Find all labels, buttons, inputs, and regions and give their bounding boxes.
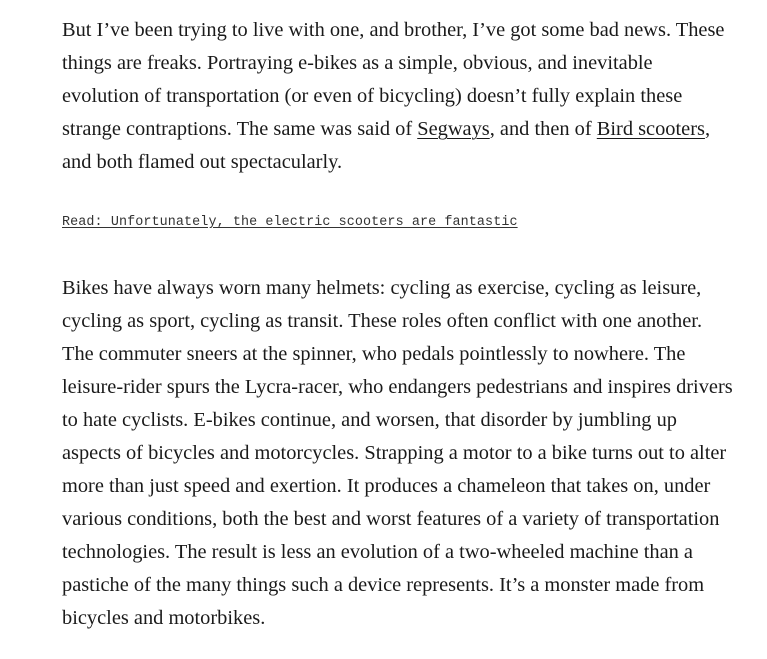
paragraph-1 (62, 14, 734, 179)
related-article-link[interactable]: Read: Unfortunately, the electric scooters are fantastic (62, 215, 518, 230)
article-body (62, 14, 734, 635)
paragraph-2: Bikes have always worn many helmets: cycling as exercise, cycling as leisure, cycling as sport, cycling as transit. These roles often conflict with one another. The commuter sneers at the spinner, who pedals pointlessly to nowhere. The leisure-rider spurs the Lycra-racer, who endangers pedestrians and inspires drivers to hate cyclists. E-bikes continue, and worsen, that disorder by jumbling up aspects of bicycles and motorcycles. Strapping a motor to a bike turns out to alter more than just speed and exertion. It produces a chameleon that takes on, under various conditions, both the best and worst features of a variety of transportation technologies. The result is less an evolution of a two-wheeled machine than a pastiche of the many things such a device represents. It’s a monster made from bicycles and motorbikes. (62, 277, 733, 629)
paragraph-1-text-a: But I’ve been trying to live with one, and brother, I’ve got some bad news. These things are freaks. Portraying e-bikes as a simple, obvious, and inevitable evolution of transportation (or even of bicycling) doesn’t fully explain these strange contraptions. The same was said of (62, 19, 725, 140)
bird-scooters-link[interactable]: Bird scooters (596, 118, 705, 140)
paragraph-1-text-b: , and then of (489, 118, 597, 140)
related-article (62, 214, 734, 232)
paragraph-1-text-c: , and both flamed out spectacularly. (62, 118, 711, 173)
segways-link[interactable]: Segways (417, 118, 490, 140)
